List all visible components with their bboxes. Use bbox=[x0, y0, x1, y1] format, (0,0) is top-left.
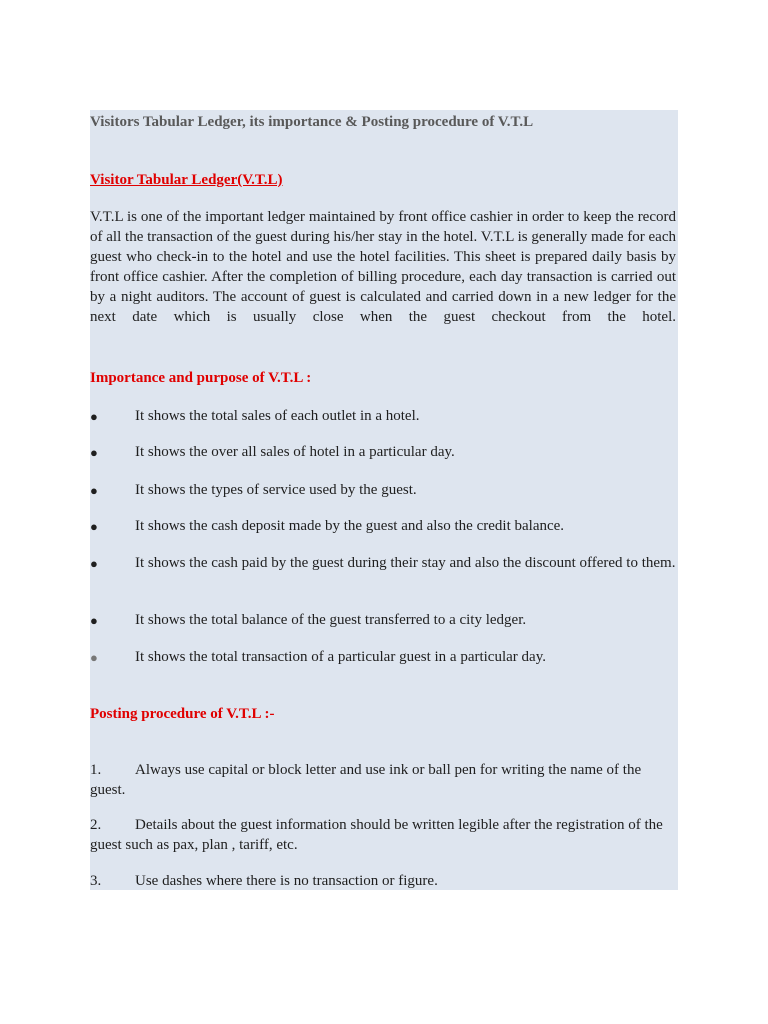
bullet-icon: ● bbox=[90, 556, 98, 571]
bullet-text: It shows the total balance of the guest transferred to a city ledger. bbox=[135, 612, 527, 628]
list-item bbox=[90, 406, 678, 427]
list-item bbox=[90, 442, 678, 463]
bullet-text: It shows the total sales of each outlet in a hotel. bbox=[135, 408, 420, 424]
list-item bbox=[90, 815, 678, 855]
bullet-text: It shows the over all sales of hotel in a particular day. bbox=[135, 444, 455, 460]
list-item bbox=[90, 480, 678, 501]
bullet-icon: ● bbox=[90, 445, 98, 460]
bullet-text: It shows the cash deposit made by the guest and also the credit balance. bbox=[135, 518, 565, 534]
bullet-icon: ● bbox=[90, 519, 98, 534]
bullet-text: It shows the types of service used by the guest. bbox=[135, 482, 417, 498]
document-page bbox=[90, 110, 678, 890]
bullet-text: It shows the cash paid by the guest during their stay and also the discount offered to them. bbox=[135, 555, 676, 571]
document-title: Visitors Tabular Ledger, its importance & Posting procedure of V.T.L bbox=[90, 114, 534, 130]
item-number: 2. bbox=[90, 817, 102, 833]
list-item bbox=[90, 610, 678, 631]
bullet-icon: ● bbox=[90, 613, 98, 628]
section-heading-importance: Importance and purpose of V.T.L : bbox=[90, 370, 312, 386]
bullet-icon: ● bbox=[90, 409, 98, 424]
section-heading-vtl: Visitor Tabular Ledger(V.T.L) bbox=[90, 172, 283, 188]
list-item bbox=[90, 871, 678, 891]
bullet-icon: ● bbox=[90, 483, 98, 498]
bullet-icon: ● bbox=[90, 650, 98, 665]
item-number: 3. bbox=[90, 873, 102, 889]
list-item bbox=[90, 647, 678, 668]
item-number: 1. bbox=[90, 762, 102, 778]
list-item bbox=[90, 760, 678, 800]
list-item bbox=[90, 516, 678, 537]
section-heading-posting-procedure: Posting procedure of V.T.L :- bbox=[90, 706, 275, 722]
item-text: Details about the guest information should be written legible after the registration of the guest such as pax, plan , tariff, etc. bbox=[90, 817, 663, 853]
item-text: Always use capital or block letter and use ink or ball pen for writing the name of the guest. bbox=[90, 762, 642, 798]
item-text: Use dashes where there is no transaction or figure. bbox=[135, 873, 438, 889]
list-item bbox=[90, 553, 678, 574]
bullet-text: It shows the total transaction of a particular guest in a particular day. bbox=[135, 649, 546, 665]
vtl-description-paragraph: V.T.L is one of the important ledger maintained by front office cashier in order to keep the record of all the transaction of the guest during his/her stay in the hotel. V.T.L is generally made for each guest who check-in to the hotel and use the hotel facilities. This sheet is prepared daily basis by front office cashier. After the completion of billing procedure, each day transaction is carried out by a night auditors. The account of guest is calculated and carried down in a new ledger for the next date which is usually close when the guest checkout from the hotel. bbox=[90, 209, 676, 325]
